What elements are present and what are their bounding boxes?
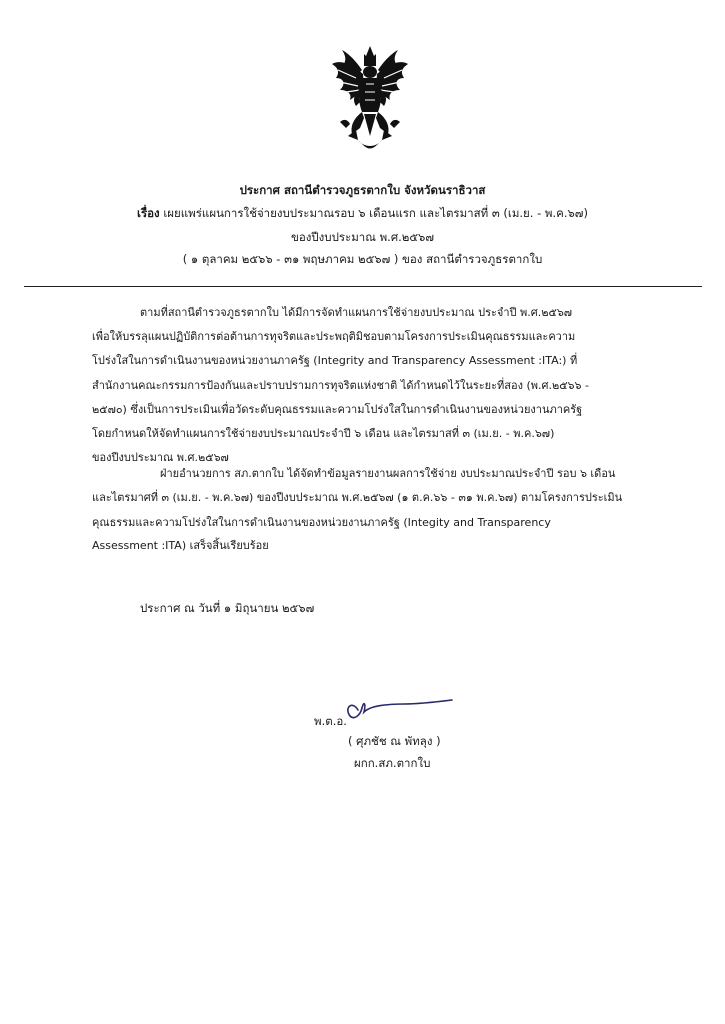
para1-line: เพื่อให้บรรลุแผนปฏิบัติการต่อต้านการทุจริตและประพฤติมิชอบตามโครงการประเมินคุณธรรมและความ [92, 330, 576, 343]
announcement-date: ประกาศ ณ วันที่ ๑ มิถุนายน ๒๕๖๗ [140, 601, 315, 615]
document-subject [0, 205, 725, 221]
garuda-emblem-icon [328, 44, 412, 152]
signer-rank: พ.ต.อ. [314, 714, 347, 728]
para1-line: โปร่งใสในการดำเนินงานของหน่วยงานภาครัฐ (Integrity and Transparency Assessment :ITA:) ที่ [92, 354, 578, 367]
signer-position: ผกก.สภ.ตากใบ [354, 756, 431, 770]
document-title: ประกาศ สถานีตำรวจภูธรตากใบ จังหวัดนราธิวาส [239, 183, 486, 197]
para2-line: คุณธรรมและความโปร่งใสในการดำเนินงานของหน่วยงานภาครัฐ (Integity and Transparency [92, 516, 551, 529]
period: ( ๑ ตุลาคม ๒๕๖๖ - ๓๑ พฤษภาคม ๒๕๖๗ ) ของ สถานีตำรวจภูธรตากใบ [182, 252, 543, 266]
fiscal-year: ของปีงบประมาณ พ.ศ.๒๕๖๗ [290, 230, 435, 244]
para1-line: ๒๕๗๐) ซึ่งเป็นการประเมินเพื่อวัดระดับคุณธรรมและความโปร่งใสในการดำเนินงานของหน่วยงานภาครัฐ [92, 403, 583, 416]
para1-line: โดยกำหนดให้จัดทำแผนการใช้จ่ายงบประมาณประจำปี ๖ เดือน และไตรมาสที่ ๓ (เม.ย. - พ.ค.๖๗) [92, 427, 555, 440]
signer-name: ( ศุภชัช ณ พัทลุง ) [348, 734, 441, 748]
para2-line: Assessment :ITA) เสร็จสิ้นเรียบร้อย [92, 539, 269, 552]
para2-line: และไตรมาศที่ ๓ (เม.ย. - พ.ค.๖๗) ของปีงบประมาณ พ.ศ.๒๕๖๗ (๑ ต.ค.๖๖ - ๓๑ พ.ค.๖๗) ตามโครงการประเมิน [92, 491, 623, 504]
para1-line: ตามที่สถานีตำรวจภูธรตากใบ ได้มีการจัดทำแผนการใช้จ่ายงบประมาณ ประจำปี พ.ศ.๒๕๖๗ [140, 306, 573, 319]
subject-text: เผยแพร่แผนการใช้จ่ายงบประมาณรอบ ๖ เดือนแรก และไตรมาสที่ ๓ (เม.ย. - พ.ค.๖๗) [159, 206, 588, 220]
handwritten-signature-icon [344, 694, 454, 724]
para1-line: ของปีงบประมาณ พ.ศ.๒๕๖๗ [92, 451, 229, 464]
para2-line: ฝ่ายอำนวยการ สภ.ตากใบ ได้จัดทำข้อมูลรายงานผลการใช้จ่าย งบประมาณประจำปี รอบ ๖ เดือน [160, 467, 616, 480]
subject-label: เรื่อง [137, 206, 160, 220]
header-divider [24, 286, 702, 287]
para1-line: สำนักงานคณะกรรมการป้องกันและปราบปรามการทุจริตแห่งชาติ ได้กำหนดไว้ในระยะที่สอง (พ.ศ.๒๕๖๖ - [92, 379, 589, 392]
